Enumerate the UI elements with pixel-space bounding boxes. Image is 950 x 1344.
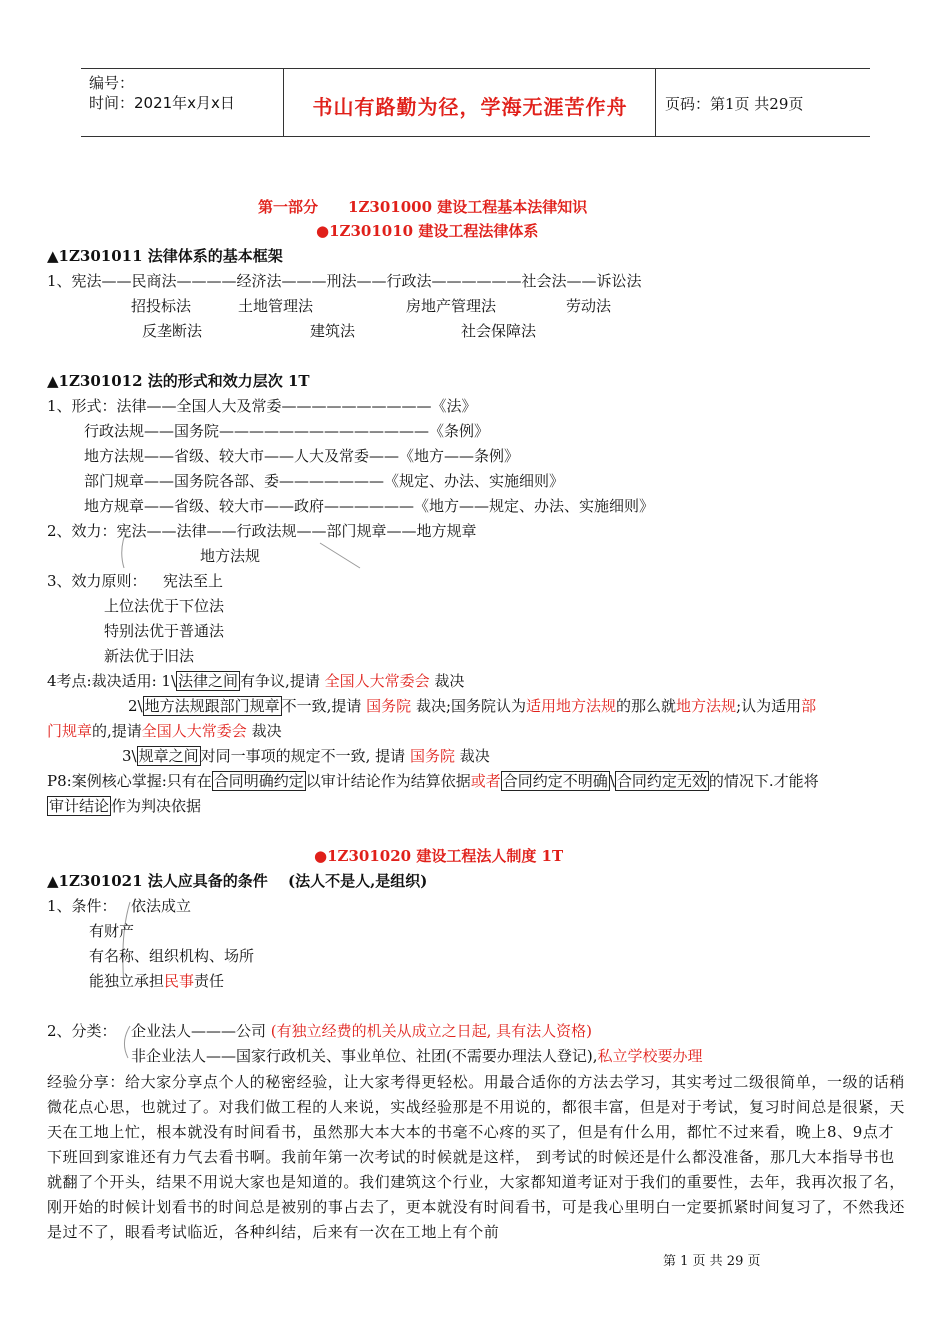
law-item: 劳动法 bbox=[566, 297, 612, 315]
form-line: 行政法规——国务院——————————————《条例》 bbox=[84, 422, 490, 440]
boxed-term: 法律之间 bbox=[178, 672, 239, 690]
effect-sub: 地方法规 bbox=[200, 547, 261, 565]
classification-item bbox=[131, 1045, 703, 1066]
classification-item bbox=[131, 1020, 592, 1041]
effect-line: 2、效力：宪法——法律——行政法规——部门规章——地方规章 bbox=[47, 522, 477, 540]
condition-item bbox=[89, 970, 224, 991]
highlight-text: 或者 bbox=[470, 772, 501, 790]
condition-item: 依法成立 bbox=[131, 897, 192, 915]
exam-line-1 bbox=[47, 670, 464, 691]
exam-text: 不一致,提请 bbox=[281, 697, 367, 715]
principle-item: 新法优于旧法 bbox=[104, 647, 195, 665]
section-title-1: ●1Z301010 建设工程法律体系 bbox=[316, 222, 539, 240]
condition-text: 责任 bbox=[194, 972, 225, 990]
part-title: 第一部分 1Z301000 建设工程基本法律知识 bbox=[258, 198, 588, 216]
classification-label: 2、分类： bbox=[47, 1022, 117, 1040]
boxed-term: 地方法规跟部门规章 bbox=[144, 697, 280, 715]
boxed-term: 合同约定不明确 bbox=[502, 772, 608, 790]
exam-text: 的,提请 bbox=[92, 722, 142, 740]
form-line: 地方法规——省级、较大市——人大及常委——《地方——条例》 bbox=[84, 447, 520, 465]
exam-text: 对同一事项的规定不一致, 提请 bbox=[200, 747, 410, 765]
classification-text: 企业法人———公司 bbox=[131, 1022, 271, 1040]
p8-text: P8:案例核心掌握:只有在 bbox=[47, 772, 212, 790]
form-line: 1、形式：法律——全国人大及常委——————————《法》 bbox=[47, 397, 477, 415]
principle-item: 宪法至上 bbox=[163, 572, 224, 590]
p8-text: 以审计结论作为结算依据 bbox=[305, 772, 471, 790]
principle-label: 3、效力原则： bbox=[47, 572, 147, 590]
boxed-term: 合同明确约定 bbox=[213, 772, 304, 790]
p8-line-1 bbox=[47, 770, 819, 791]
date-line: 时间：2021年x月x日 bbox=[89, 94, 235, 112]
p8-line-2 bbox=[47, 795, 201, 816]
header-page-info: 页码：第1页 共29页 bbox=[665, 95, 804, 113]
boxed-term: 审计结论 bbox=[49, 797, 110, 815]
highlight-text: (有独立经费的机关从成立之日起, 具有法人资格) bbox=[270, 1022, 593, 1040]
highlight-text: 国务院 bbox=[409, 747, 455, 765]
exam-text: 有争议,提请 bbox=[240, 672, 325, 690]
p8-text: \ bbox=[609, 772, 615, 790]
principle-item: 上位法优于下位法 bbox=[104, 597, 225, 615]
experience-paragraph: 经验分享：给大家分享点个人的秘密经验，让大家考得更轻松。用最合适你的方法去学习，其实考过二级很简单，一级的话稍微花点心思，也就过了。对我们做工程的人来说，实战经验那是不用说的，都很丰富，但是对于考试，复习时间总是很紧，天天在工地上忙，根本就没有时间看书，虽然那大本大本的书毫不心疼的买了，但是有什么用，都忙不过来看，晚上8、9点才下班回到家谁还有力气去看书啊。我前年第一次考试的时候就是这样， 到考试的时候还是什么都没准备，那几大本指导书也就翻了个开头，结果不用说大家也是知道的。我们建筑这个行业，大家都知道考证对于我们的重要性，去年，我再次报了名，刚开始的时候计划看书的时间总是被别的事占去了，更本就没有时间看书，可是我心里明白一定要抓紧时间复习了，不然我还是过不了，眼看考试临近，各种纠结，后来有一次在工地上有个前 bbox=[47, 1073, 906, 1241]
form-line: 部门规章——国务院各部、委———————《规定、办法、实施细则》 bbox=[84, 472, 565, 490]
highlight-text: 全国人大常委会 bbox=[324, 672, 430, 690]
law-item: 建筑法 bbox=[310, 322, 356, 340]
law-item: 社会保障法 bbox=[461, 322, 537, 340]
condition-label: 1、条件： bbox=[47, 897, 117, 915]
boxed-term: 规章之间 bbox=[138, 747, 199, 765]
p8-text: 的情况下.才能将 bbox=[708, 772, 819, 790]
law-system-line: 1、宪法——民商法————经济法———刑法——行政法——————社会法——诉讼法 bbox=[47, 272, 642, 290]
exam-text: 2\ bbox=[128, 697, 143, 715]
highlight-text: 国务院 bbox=[366, 697, 412, 715]
exam-text: 裁决 bbox=[246, 722, 282, 740]
exam-text: 的那么就 bbox=[616, 697, 677, 715]
heading-1z301012: ▲1Z301012 法的形式和效力层次 1T bbox=[47, 372, 310, 390]
exam-line-2 bbox=[128, 695, 816, 716]
page-footer: 第 1 页 共 29 页 bbox=[663, 1254, 761, 1269]
form-line: 地方规章——省级、较大市——政府——————《地方——规定、办法、实施细则》 bbox=[84, 497, 655, 515]
exam-text: 裁决 bbox=[429, 672, 465, 690]
highlight-text: 地方法规 bbox=[676, 697, 737, 715]
heading-1z301021: ▲1Z301021 法人应具备的条件 (法人不是人,是组织) bbox=[47, 872, 428, 890]
highlight-text: 私立学校要办理 bbox=[597, 1047, 703, 1065]
p8-text: 作为判决依据 bbox=[111, 797, 202, 815]
highlight-text: 民事 bbox=[164, 972, 195, 990]
exam-line-2-cont bbox=[47, 720, 282, 741]
law-item: 土地管理法 bbox=[238, 297, 314, 315]
exam-text: 裁决 bbox=[454, 747, 490, 765]
law-item: 反垄断法 bbox=[142, 322, 203, 340]
law-item: 招投标法 bbox=[131, 297, 192, 315]
exam-text: ;认为适用 bbox=[736, 697, 802, 715]
condition-item: 有名称、组织机构、场所 bbox=[89, 947, 255, 965]
boxed-term: 合同约定无效 bbox=[616, 772, 707, 790]
principle-item: 特别法优于普通法 bbox=[104, 622, 225, 640]
condition-item: 有财产 bbox=[89, 922, 135, 940]
heading-1z301011: ▲1Z301011 法律体系的基本框架 bbox=[47, 247, 283, 265]
number-label: 编号： bbox=[89, 74, 135, 92]
exam-text: 3\ bbox=[122, 747, 137, 765]
highlight-text: 全国人大常委会 bbox=[141, 722, 247, 740]
exam-line-3 bbox=[122, 745, 490, 766]
condition-text: 能独立承担 bbox=[89, 972, 165, 990]
law-item: 房地产管理法 bbox=[406, 297, 497, 315]
highlight-text: 部 bbox=[801, 697, 817, 715]
highlight-text: 适用地方法规 bbox=[526, 697, 617, 715]
exam-text: 4考点:裁决适用: 1\ bbox=[47, 672, 177, 690]
header-motto: 书山有路勤为径，学海无涯苦作舟 bbox=[312, 95, 628, 119]
exam-text: 裁决;国务院认为 bbox=[411, 697, 527, 715]
classification-text: 非企业法人——国家行政机关、事业单位、社团(不需要办理法人登记), bbox=[131, 1047, 598, 1065]
section-title-2: ●1Z301020 建设工程法人制度 1T bbox=[314, 847, 564, 865]
highlight-text: 门规章 bbox=[47, 722, 93, 740]
